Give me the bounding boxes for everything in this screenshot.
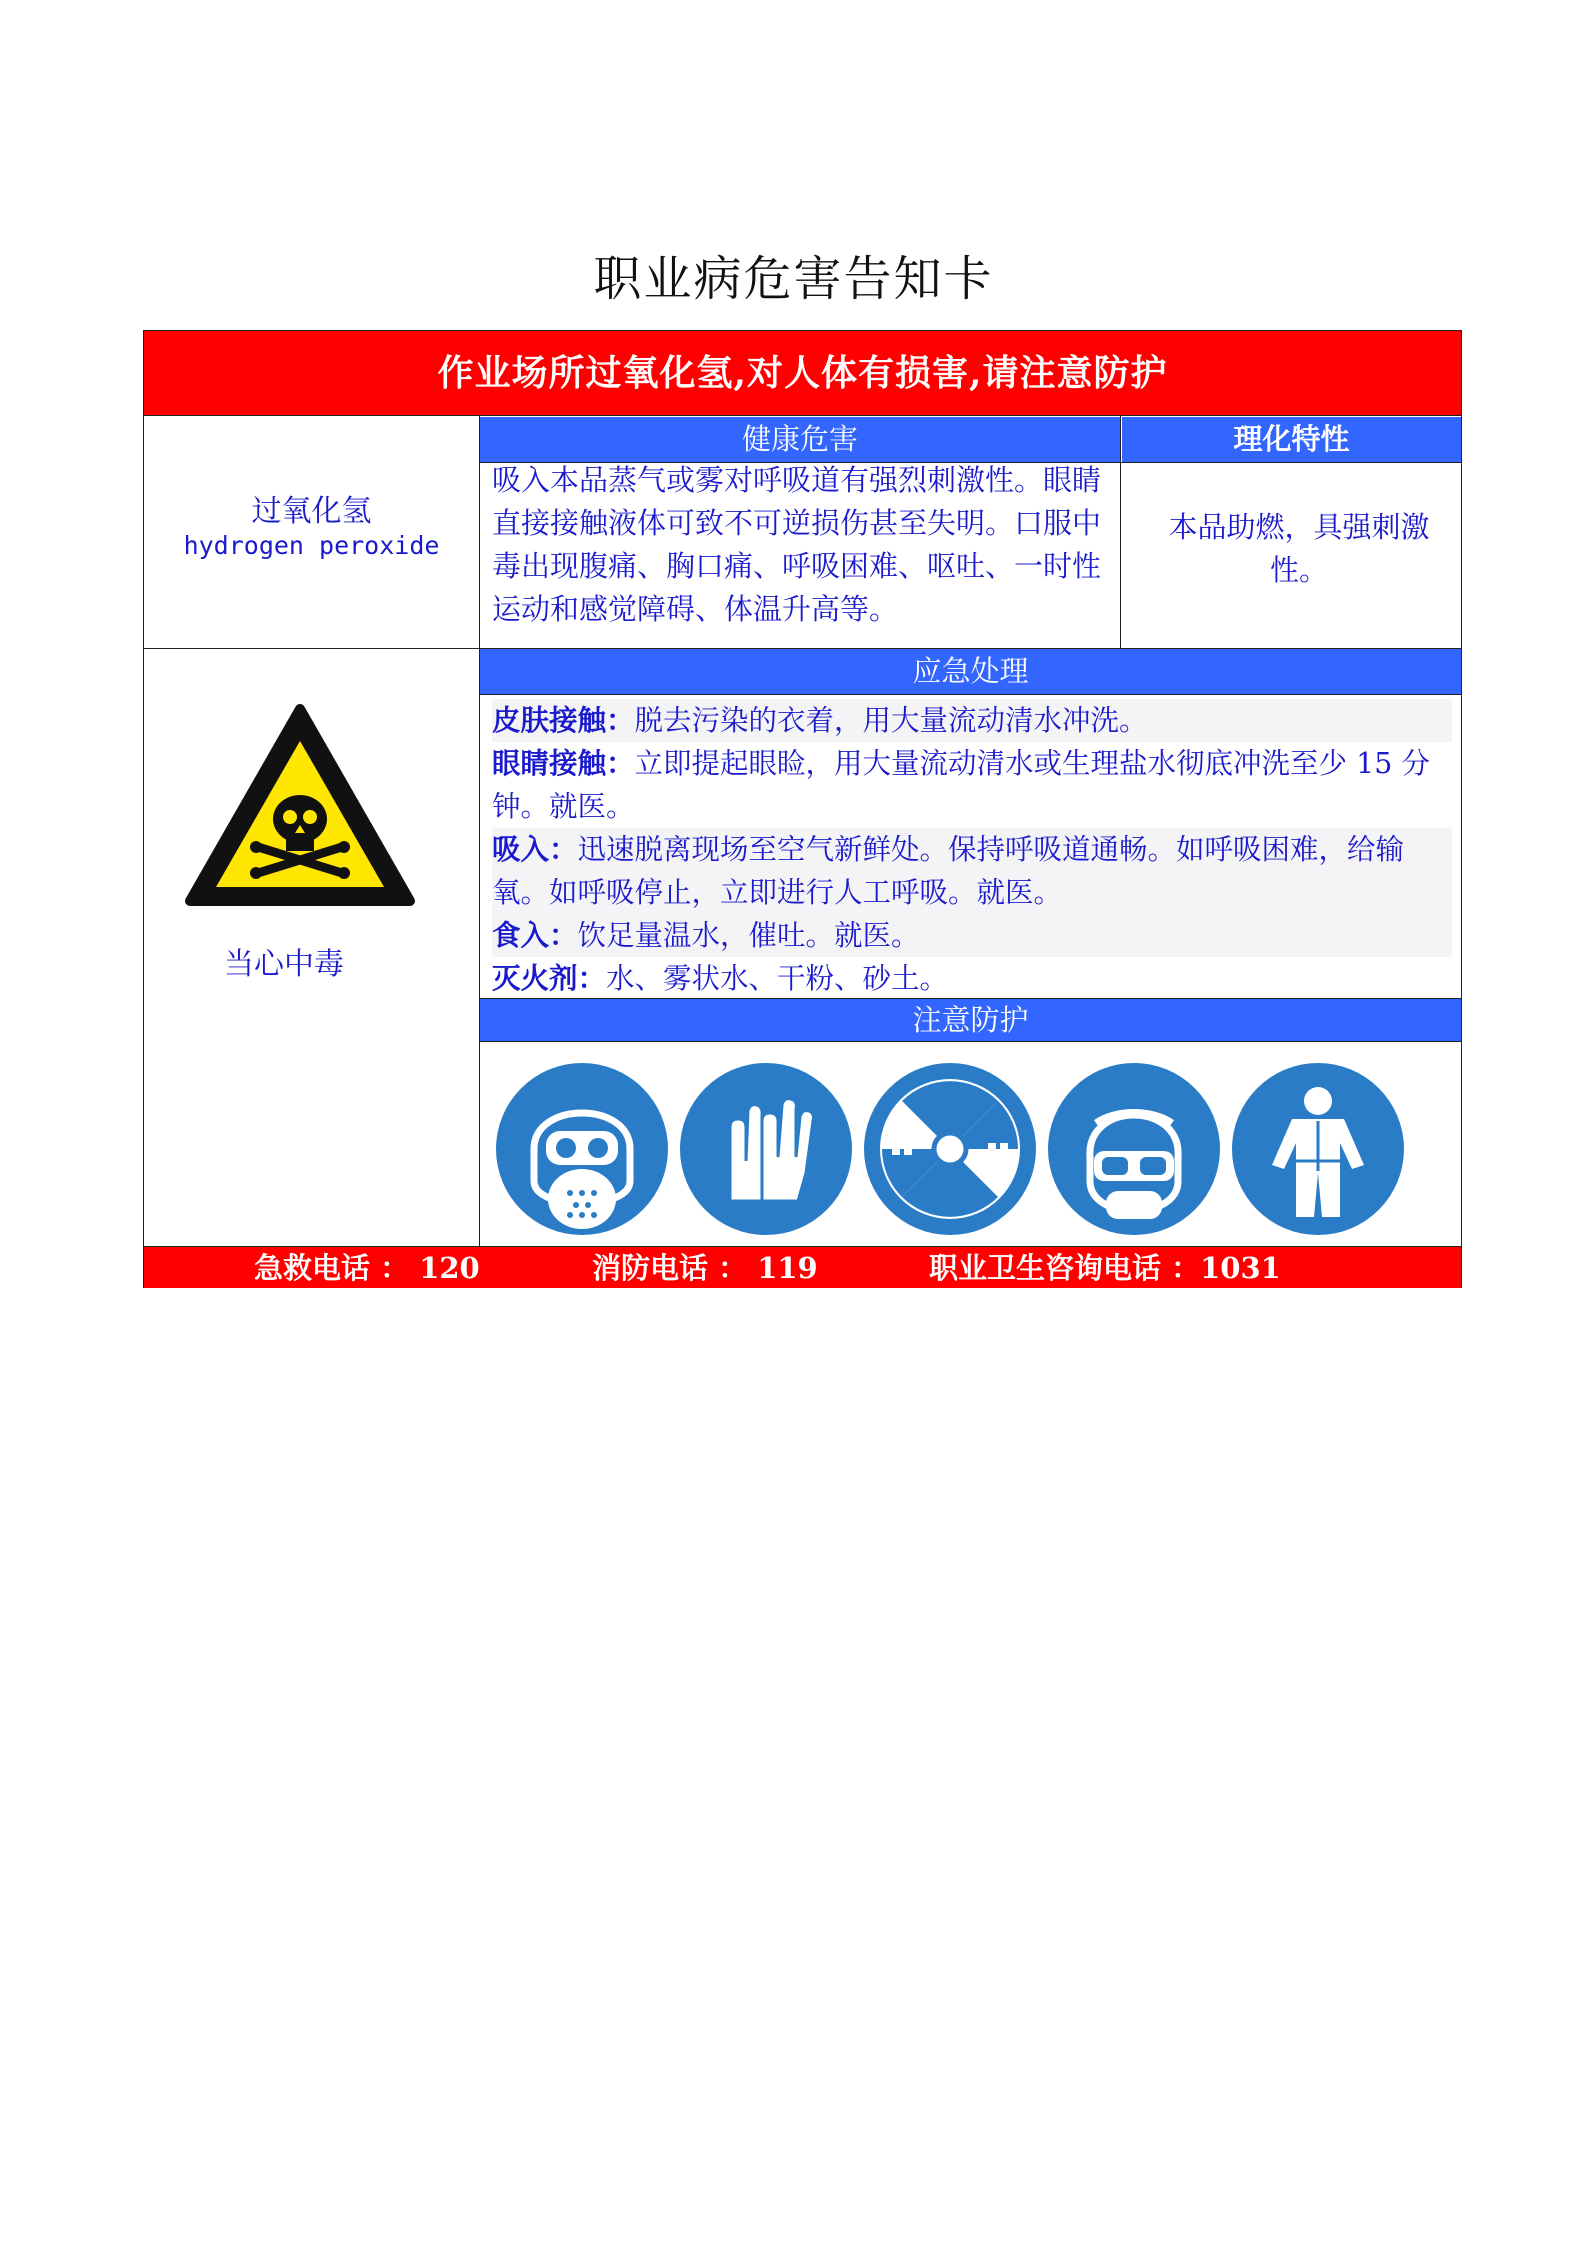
warning-banner: 作业场所过氧化氢,对人体有损害,请注意防护: [144, 331, 1461, 416]
warning-label: 当心中毒: [224, 947, 344, 982]
first-aid-list: [492, 699, 1452, 1000]
first-aid-text: 水、雾状水、干粉、砂土。: [606, 962, 949, 995]
ventilation-icon: [862, 1061, 1038, 1237]
gloves-icon: [678, 1061, 854, 1237]
chemical-name-en: hydrogen peroxide: [183, 531, 440, 560]
chemical-name-cn: 过氧化氢: [251, 494, 372, 529]
first-aid-header: 应急处理: [480, 649, 1461, 694]
first-aid-label: 皮肤接触：: [492, 703, 635, 737]
first-aid-label: 食入：: [492, 918, 578, 952]
hygiene-phone: 职业卫生咨询电话 ：1031: [929, 1251, 1281, 1285]
protection-underline: [480, 1041, 1461, 1042]
first-aid-inhalation: [492, 828, 1452, 914]
first-aid-ingestion: [492, 914, 1452, 957]
first-aid-underline: [480, 694, 1461, 695]
hazard-card: [143, 330, 1462, 1288]
fire-phone: 消防电话 ： 119: [592, 1251, 818, 1285]
first-aid-eye: [492, 742, 1452, 828]
first-aid-text: 脱去污染的衣着，用大量流动清水冲洗。: [634, 704, 1148, 737]
toxic-skull-warning-icon: [184, 701, 416, 911]
first-aid-skin: [492, 699, 1452, 742]
health-hazard-text: 吸入本品蒸气或雾对呼吸道有强烈刺激性。眼睛直接接触液体可致不可逆损伤甚至失明。口服中毒出现腹痛、胸口痛、呼吸困难、呕吐、一时性运动和感觉障碍、体温升高等。: [492, 463, 1102, 626]
protective-suit-icon: [1230, 1061, 1406, 1237]
emergency-phone: 急救电话 ： 120: [254, 1251, 480, 1285]
protection-icons: [494, 1051, 1454, 1231]
first-aid-label: 眼睛接触：: [492, 746, 635, 780]
first-aid-text: 迅速脱离现场至空气新鲜处。保持呼吸道通畅。如呼吸困难，给输氧。如呼吸停止，立即进行人工呼吸。就医。: [492, 833, 1405, 909]
health-hazard-header: 健康危害: [480, 417, 1120, 462]
first-aid-text: 饮足量温水，催吐。就医。: [577, 919, 920, 952]
divider-left: [479, 416, 480, 1246]
goggles-icon: [1046, 1061, 1222, 1237]
footer-phones: [144, 1246, 1461, 1288]
physchem-text: 本品助燃，具强刺激性。: [1168, 510, 1430, 587]
page-title: 职业病危害告知卡: [593, 251, 994, 307]
first-aid-extinguisher: [492, 957, 1452, 1000]
gas-mask-icon: [494, 1061, 670, 1237]
physchem-header: 理化特性: [1122, 417, 1461, 462]
first-aid-label: 灭火剂：: [492, 961, 607, 995]
first-aid-text: 立即提起眼睑，用大量流动清水或生理盐水彻底冲洗至少 15 分钟。就医。: [492, 747, 1430, 823]
first-aid-label: 吸入：: [492, 832, 578, 866]
protection-header: 注意防护: [480, 999, 1461, 1041]
